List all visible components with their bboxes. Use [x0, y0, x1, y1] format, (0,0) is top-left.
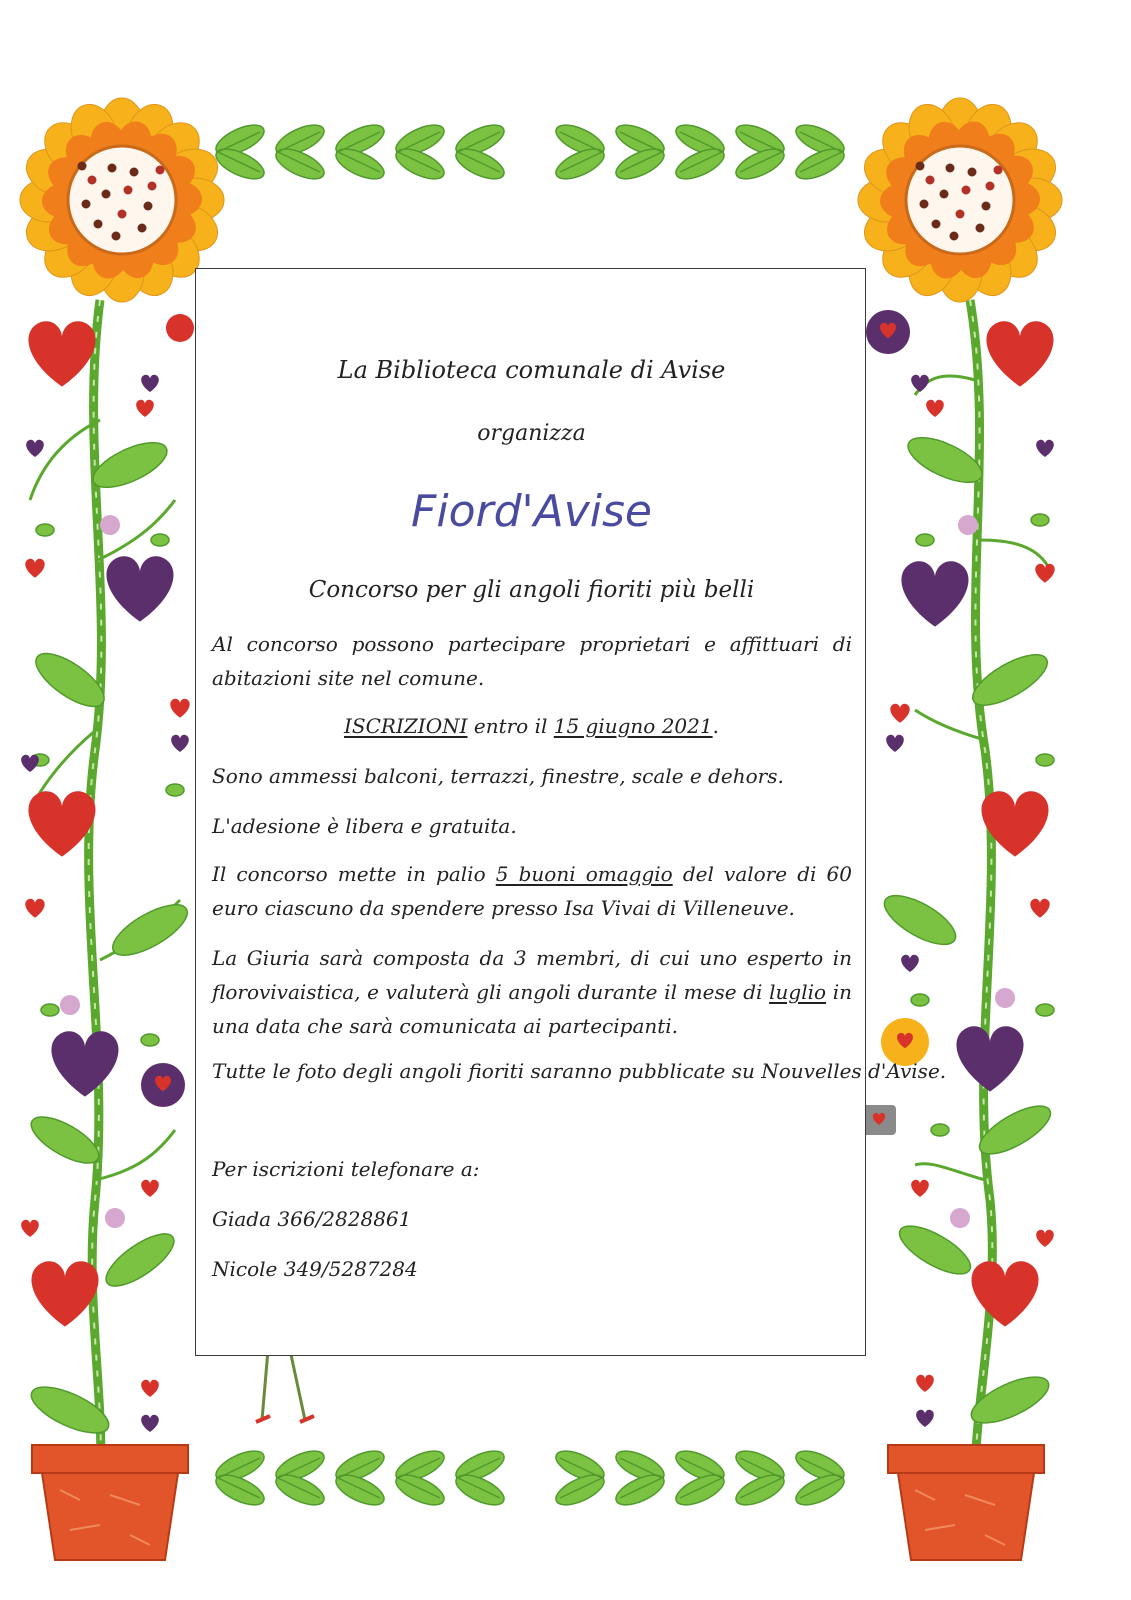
organizer-verb: organizza: [477, 421, 586, 446]
contact-phone: 349/5287284: [283, 1257, 418, 1281]
registration-label: ISCRIZIONI: [344, 714, 468, 738]
contacts-intro: Per iscrizioni telefonare a:: [212, 1157, 480, 1181]
jury-before: La Giuria sarà composta da 3 membri, di cui uno esperto in florovivaistica, e valuterà gli angoli durante il mese di: [212, 946, 852, 1004]
announcement-panel: [195, 268, 947, 1356]
allowed-spaces-paragraph: Sono ammessi balconi, terrazzi, finestre, scale e dehors.: [212, 764, 784, 788]
leaf-garland-bottom-icon: [212, 1445, 848, 1511]
jury-after: in una data che sarà comunicata ai partecipanti.: [212, 980, 852, 1038]
right-sunflower-icon: [857, 97, 1062, 302]
contact-name: Nicole: [212, 1257, 278, 1281]
contest-title: Fiord'Avise: [411, 486, 652, 537]
prizes-before: Il concorso mette in palio: [212, 862, 496, 886]
jury-paragraph: [212, 941, 852, 1043]
right-flower-pot-icon: [888, 1445, 1044, 1560]
contact-line: [212, 1202, 411, 1236]
registration-deadline: [196, 709, 867, 743]
figure-legs-icon: [256, 1350, 314, 1422]
registration-suffix: .: [712, 714, 719, 738]
photos-paragraph: Tutte le foto degli angoli fioriti saranno pubblicate su Nouvelles d'Avise.: [212, 1059, 947, 1083]
prizes-after: del valore di 60 euro ciascuno da spendere presso Isa Vivai di Villeneuve.: [212, 862, 852, 920]
registration-middle: entro il: [467, 714, 554, 738]
jury-month: luglio: [769, 980, 827, 1004]
leaf-garland-top-icon: [212, 119, 848, 185]
prizes-paragraph: [212, 857, 852, 925]
contact-name: Giada: [212, 1207, 272, 1231]
left-flower-pot-icon: [32, 1445, 188, 1560]
contact-phone: 366/2828861: [277, 1207, 412, 1231]
left-sunflower-icon: [19, 97, 224, 302]
contest-subtitle: Concorso per gli angoli fioriti più belli: [308, 577, 755, 603]
registration-date: 15 giugno 2021: [553, 714, 713, 738]
prizes-highlight: 5 buoni omaggio: [495, 862, 673, 886]
participants-paragraph: Al concorso possono partecipare proprietari e affittuari di abitazioni site nel comune.: [212, 632, 852, 690]
contact-line: [212, 1252, 418, 1286]
organizer-line: La Biblioteca comunale di Avise: [337, 356, 726, 384]
free-entry-paragraph: L'adesione è libera e gratuita.: [212, 814, 517, 838]
